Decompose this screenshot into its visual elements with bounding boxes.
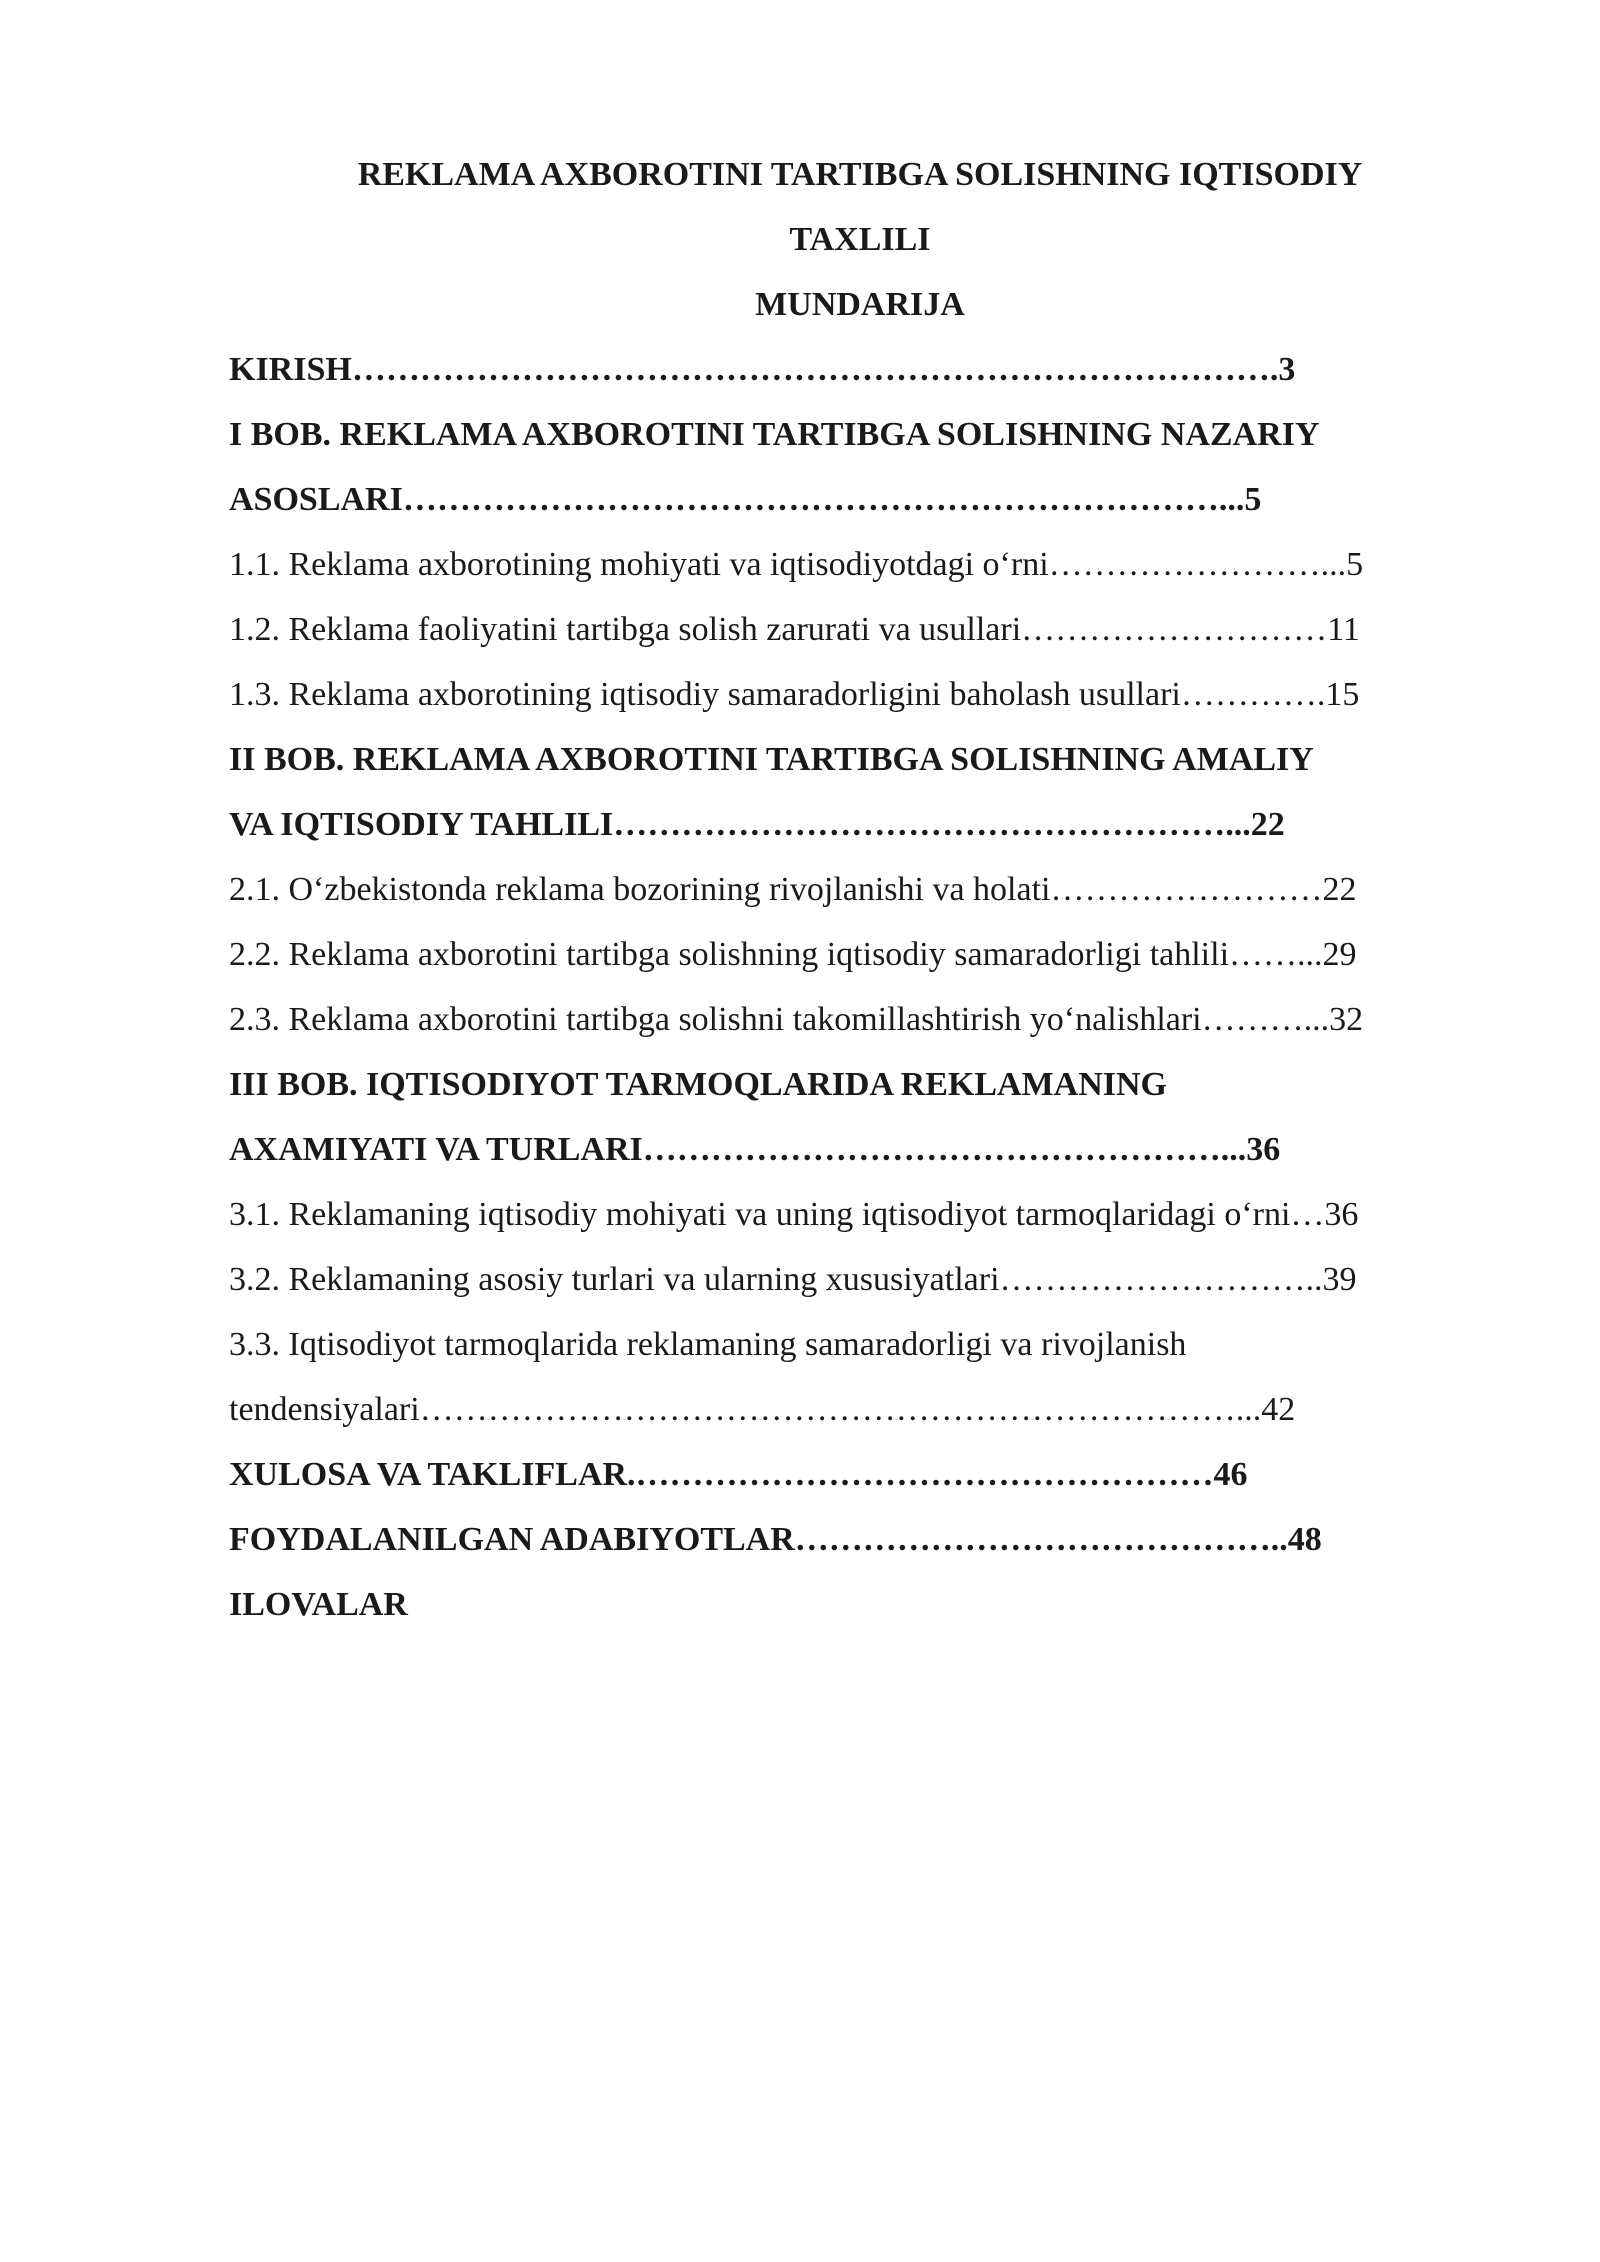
toc-chapter-3-title-cont: AXAMIYATI VA TURLARI……………………………………………...36 (229, 1131, 1281, 1168)
toc-chapter-1-title-cont: ASOSLARI………………………………………………………………...5 (229, 481, 1262, 518)
toc-entry-1-3: 1.3. Reklama axborotining iqtisodiy samaradorligini baholash usullari………….15 (229, 676, 1360, 713)
toc-entry-3-3-cont: tendensiyalari………………………………………………………………...42 (229, 1391, 1296, 1428)
toc-entry-3-3: 3.3. Iqtisodiyot tarmoqlarida reklamaning samaradorligi va rivojlanish (229, 1326, 1187, 1363)
document-title-line-2: TAXLILI (789, 221, 931, 258)
toc-entry-2-2: 2.2. Reklama axborotini tartibga solishning iqtisodiy samaradorligi tahlili……...29 (229, 936, 1357, 973)
toc-entry-adabiyotlar: FOYDALANILGAN ADABIYOTLAR……………………………………..48 (229, 1521, 1322, 1558)
toc-heading: MUNDARIJA (755, 286, 965, 323)
toc-entry-xulosa: XULOSA VA TAKLIFLAR.……………………………………………46 (229, 1456, 1248, 1493)
toc-entry-3-2: 3.2. Reklamaning asosiy turlari va ularning xususiyatlari………………………..39 (229, 1261, 1357, 1298)
toc-chapter-2-title: II BOB. REKLAMA AXBOROTINI TARTIBGA SOLISHNING AMALIY (229, 741, 1314, 778)
toc-entry-1-2: 1.2. Reklama faoliyatini tartibga solish zarurati va usullari………………………11 (229, 611, 1360, 648)
toc-entry-2-3: 2.3. Reklama axborotini tartibga solishni takomillashtirish yo‘nalishlari………...32 (229, 1001, 1364, 1038)
toc-chapter-3-title: III BOB. IQTISODIYOT TARMOQLARIDA REKLAMANING (229, 1066, 1168, 1103)
toc-entry-kirish: KIRISH……………………………………………………………………….3 (229, 351, 1296, 388)
page-content (229, 142, 1491, 1637)
toc-entry-2-1: 2.1. O‘zbekistonda reklama bozorining rivojlanishi va holati……………………22 (229, 871, 1357, 908)
toc-entry-3-1: 3.1. Reklamaning iqtisodiy mohiyati va uning iqtisodiyot tarmoqlaridagi o‘rni…36 (229, 1196, 1359, 1233)
toc-entry-ilovalar: ILOVALAR (229, 1586, 408, 1623)
toc-entry-1-1: 1.1. Reklama axborotining mohiyati va iqtisodiyotdagi o‘rni……………………...5 (229, 546, 1364, 583)
document-title-line-1: REKLAMA AXBOROTINI TARTIBGA SOLISHNING IQTISODIY (357, 156, 1363, 193)
toc-chapter-1-title: I BOB. REKLAMA AXBOROTINI TARTIBGA SOLISHNING NAZARIY (229, 416, 1320, 453)
toc-chapter-2-title-cont: VA IQTISODIY TAHLILI………………………………………………...22 (229, 806, 1285, 843)
